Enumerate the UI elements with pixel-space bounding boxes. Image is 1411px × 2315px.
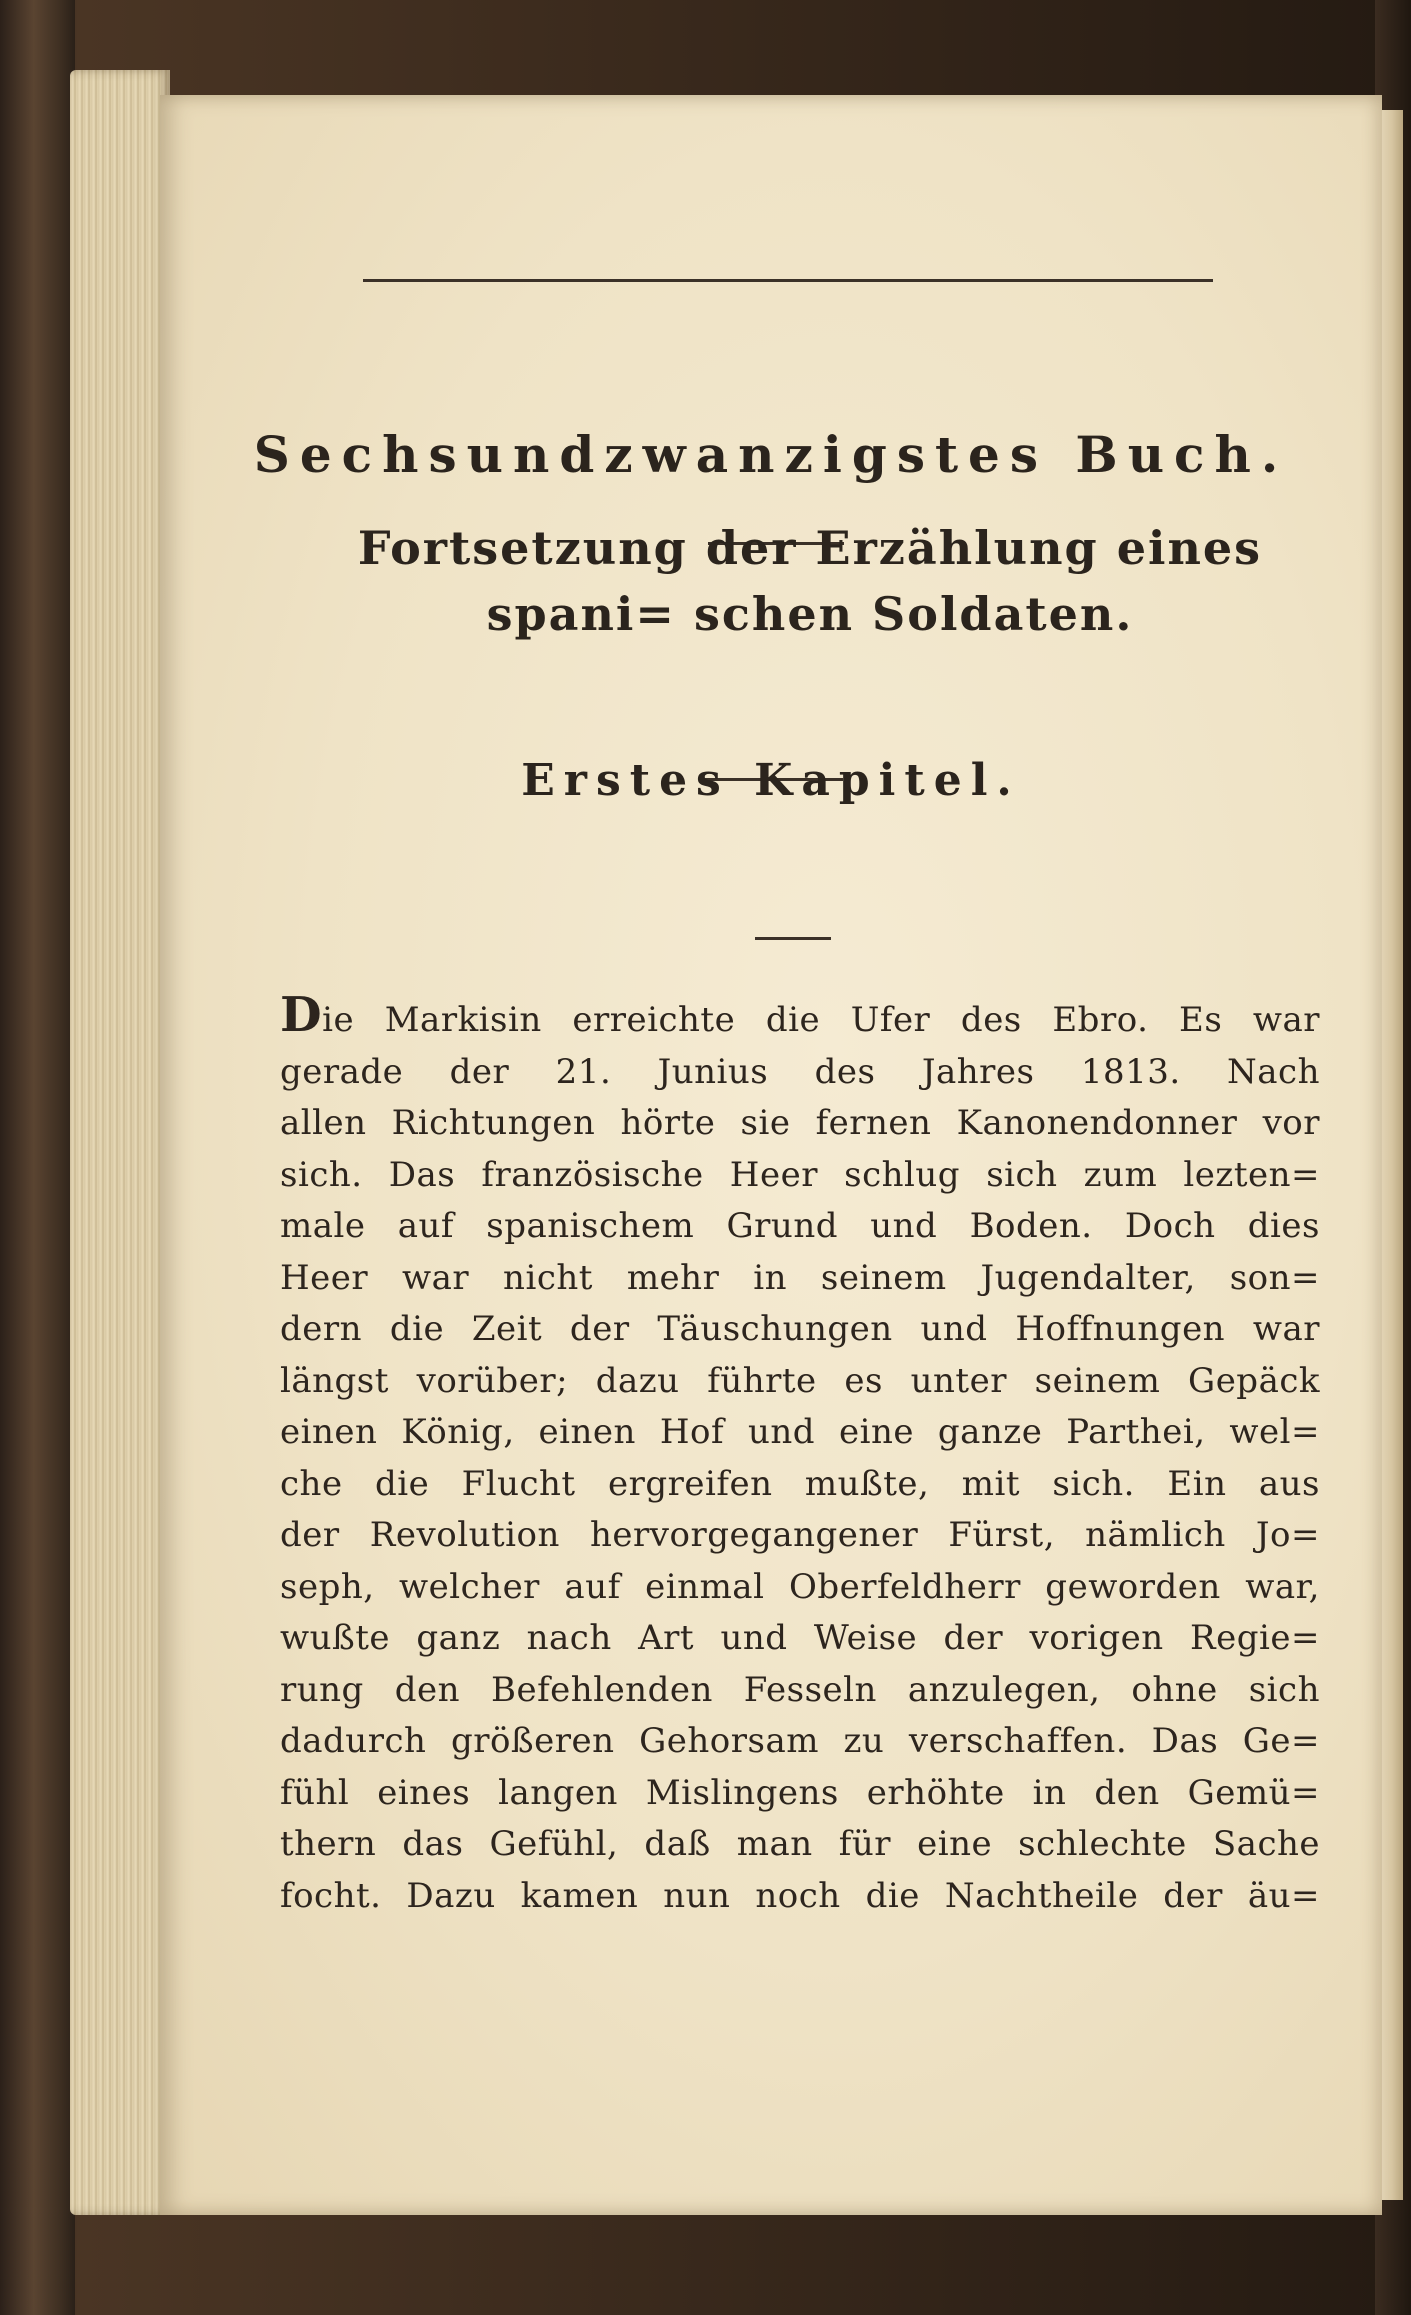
book-title: Sechsundzwanzigstes Buch. [253,425,1289,484]
chapter-title: Erstes Kapitel. [521,755,1021,806]
text-line: focht. Dazu kamen nun noch die Nachtheile der äu= [280,1875,1320,1916]
body-paragraph [280,987,1320,1922]
text-line: rung den Befehlenden Fesseln anzulegen, ohne sich [280,1669,1320,1710]
book-page [160,95,1382,2215]
page-stack-edge [70,70,170,2215]
text-line: Die Markisin erreichte die Ufer des Ebro. Es war [280,987,1320,1043]
text-line: dadurch größeren Gehorsam zu verschaffen. Das Ge= [280,1721,1320,1761]
text-line: Heer war nicht mehr in seinem Jugendalter, son= [280,1257,1320,1298]
text-line: der Revolution hervorgegangener Fürst, nämlich Jo= [280,1515,1320,1555]
chapter-subtitle: Fortsetzung der Erzählung eines spani= schen Soldaten. [357,521,1263,641]
text-line: wußte ganz nach Art und Weise der vorigen Regie= [280,1618,1320,1658]
text-line: seph, welcher auf einmal Oberfeldherr geworden war, [280,1566,1320,1607]
text-line: dern die Zeit der Täuschungen und Hoffnungen war [280,1309,1320,1349]
text-line: gerade der 21. Junius des Jahres 1813. Nach [280,1051,1320,1092]
text-line: sich. Das französische Heer schlug sich zum lezten= [280,1154,1320,1195]
chapter-divider [755,937,831,940]
text-line: thern das Gefühl, daß man für eine schlechte Sache [280,1824,1320,1864]
text-line: allen Richtungen hörte sie fernen Kanonendonner vor [280,1103,1320,1143]
text-line: male auf spanischem Grund und Boden. Doch dies [280,1206,1320,1246]
book-cover-left-edge [0,0,75,2315]
text-line: einen König, einen Hof und eine ganze Parthei, wel= [280,1412,1320,1452]
header-rule [363,279,1213,282]
text-line: längst vorüber; dazu führte es unter seinem Gepäck [280,1360,1320,1401]
text-line: che die Flucht ergreifen mußte, mit sich. Ein aus [280,1463,1320,1504]
text-line: fühl eines langen Mislingens erhöhte in den Gemü= [280,1772,1320,1813]
